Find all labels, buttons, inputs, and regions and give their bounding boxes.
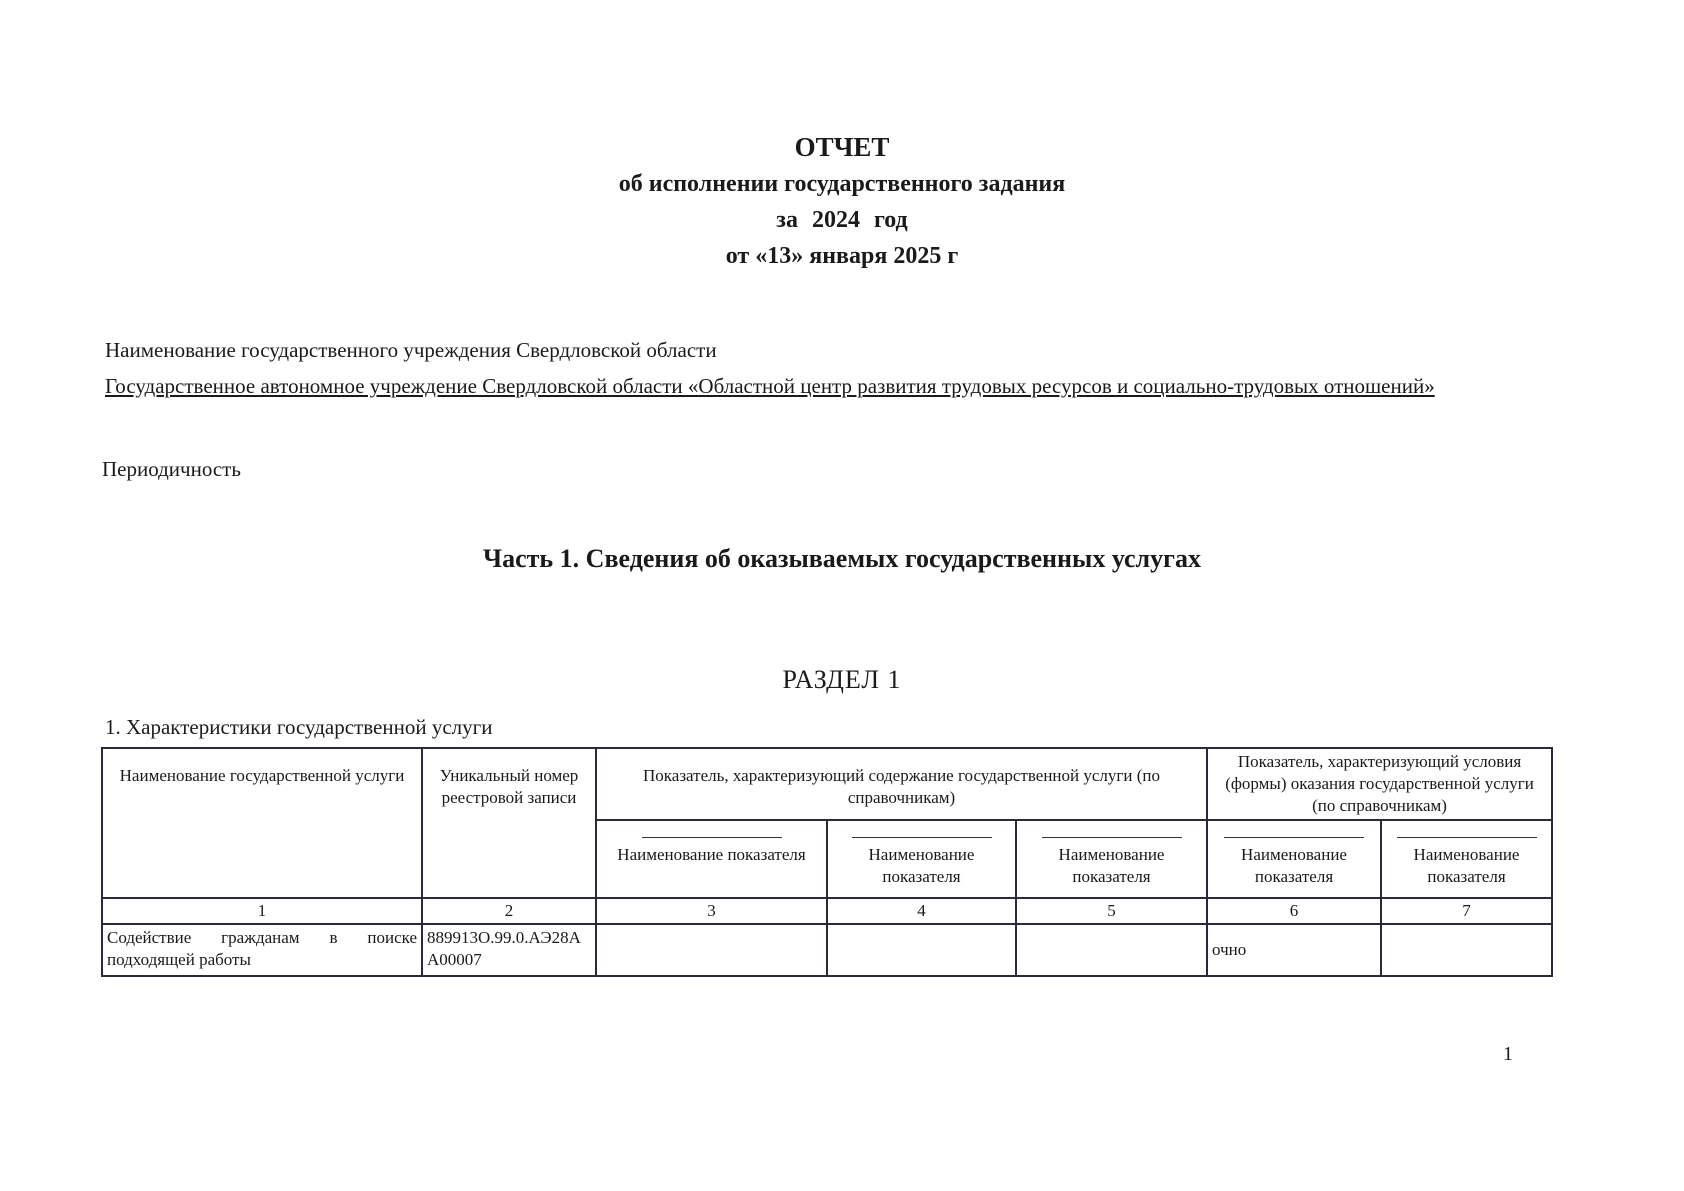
characteristics-title: 1. Характеристики государственной услуги [105,715,493,739]
header-indicator-3: Наименование показателя [596,820,827,898]
table-row [102,924,1552,976]
cell-c3 [596,924,827,976]
periodicity-label: Периодичность [102,457,241,481]
header-registry-number: Уникальный номер реестровой записи [422,748,596,898]
column-number-row [102,898,1552,924]
part-title: Часть 1. Сведения об оказываемых государственных услугах [483,544,1201,573]
report-subtitle: об исполнении государственного задания [618,171,1066,197]
header-indicator-5: Наименование показателя [1016,820,1207,898]
header-conditions-indicator: Показатель, характеризующий условия (формы) оказания государственной услуги (по справочникам) [1207,748,1552,820]
cell-c6: очно [1207,924,1381,976]
cell-registry: 889913О.99.0.АЭ28АА00007 [422,924,596,976]
header-content-indicator: Показатель, характеризующий содержание государственной услуги (по справочникам) [596,748,1207,820]
column-number: 7 [1381,898,1552,924]
header-service-name: Наименование государственной услуги [102,748,422,898]
report-date: от «13» января 2025 г [725,243,959,269]
page-number: 1 [1503,1043,1513,1065]
cell-service: Содействие гражданам в поиске подходящей работы [102,924,422,976]
cell-c5 [1016,924,1207,976]
section-title: РАЗДЕЛ 1 [782,665,902,694]
column-number: 3 [596,898,827,924]
organization-label: Наименование государственного учреждения Свердловской области [105,338,717,362]
column-number: 5 [1016,898,1207,924]
header-indicator-7: Наименование показателя [1381,820,1552,898]
report-title-block [0,128,1684,274]
service-characteristics-table [101,747,1553,977]
column-number: 2 [422,898,596,924]
header-indicator-4: Наименование показателя [827,820,1016,898]
cell-c4 [827,924,1016,976]
header-indicator-6: Наименование показателя [1207,820,1381,898]
column-number: 1 [102,898,422,924]
report-title: ОТЧЕТ [794,132,890,162]
column-number: 6 [1207,898,1381,924]
report-year: за 2024 год [776,207,908,233]
organization-name: Государственное автономное учреждение Свердловской области «Областной центр развития трудовых ресурсов и социально-трудовых отношений» [105,374,1435,398]
cell-c7 [1381,924,1552,976]
column-number: 4 [827,898,1016,924]
